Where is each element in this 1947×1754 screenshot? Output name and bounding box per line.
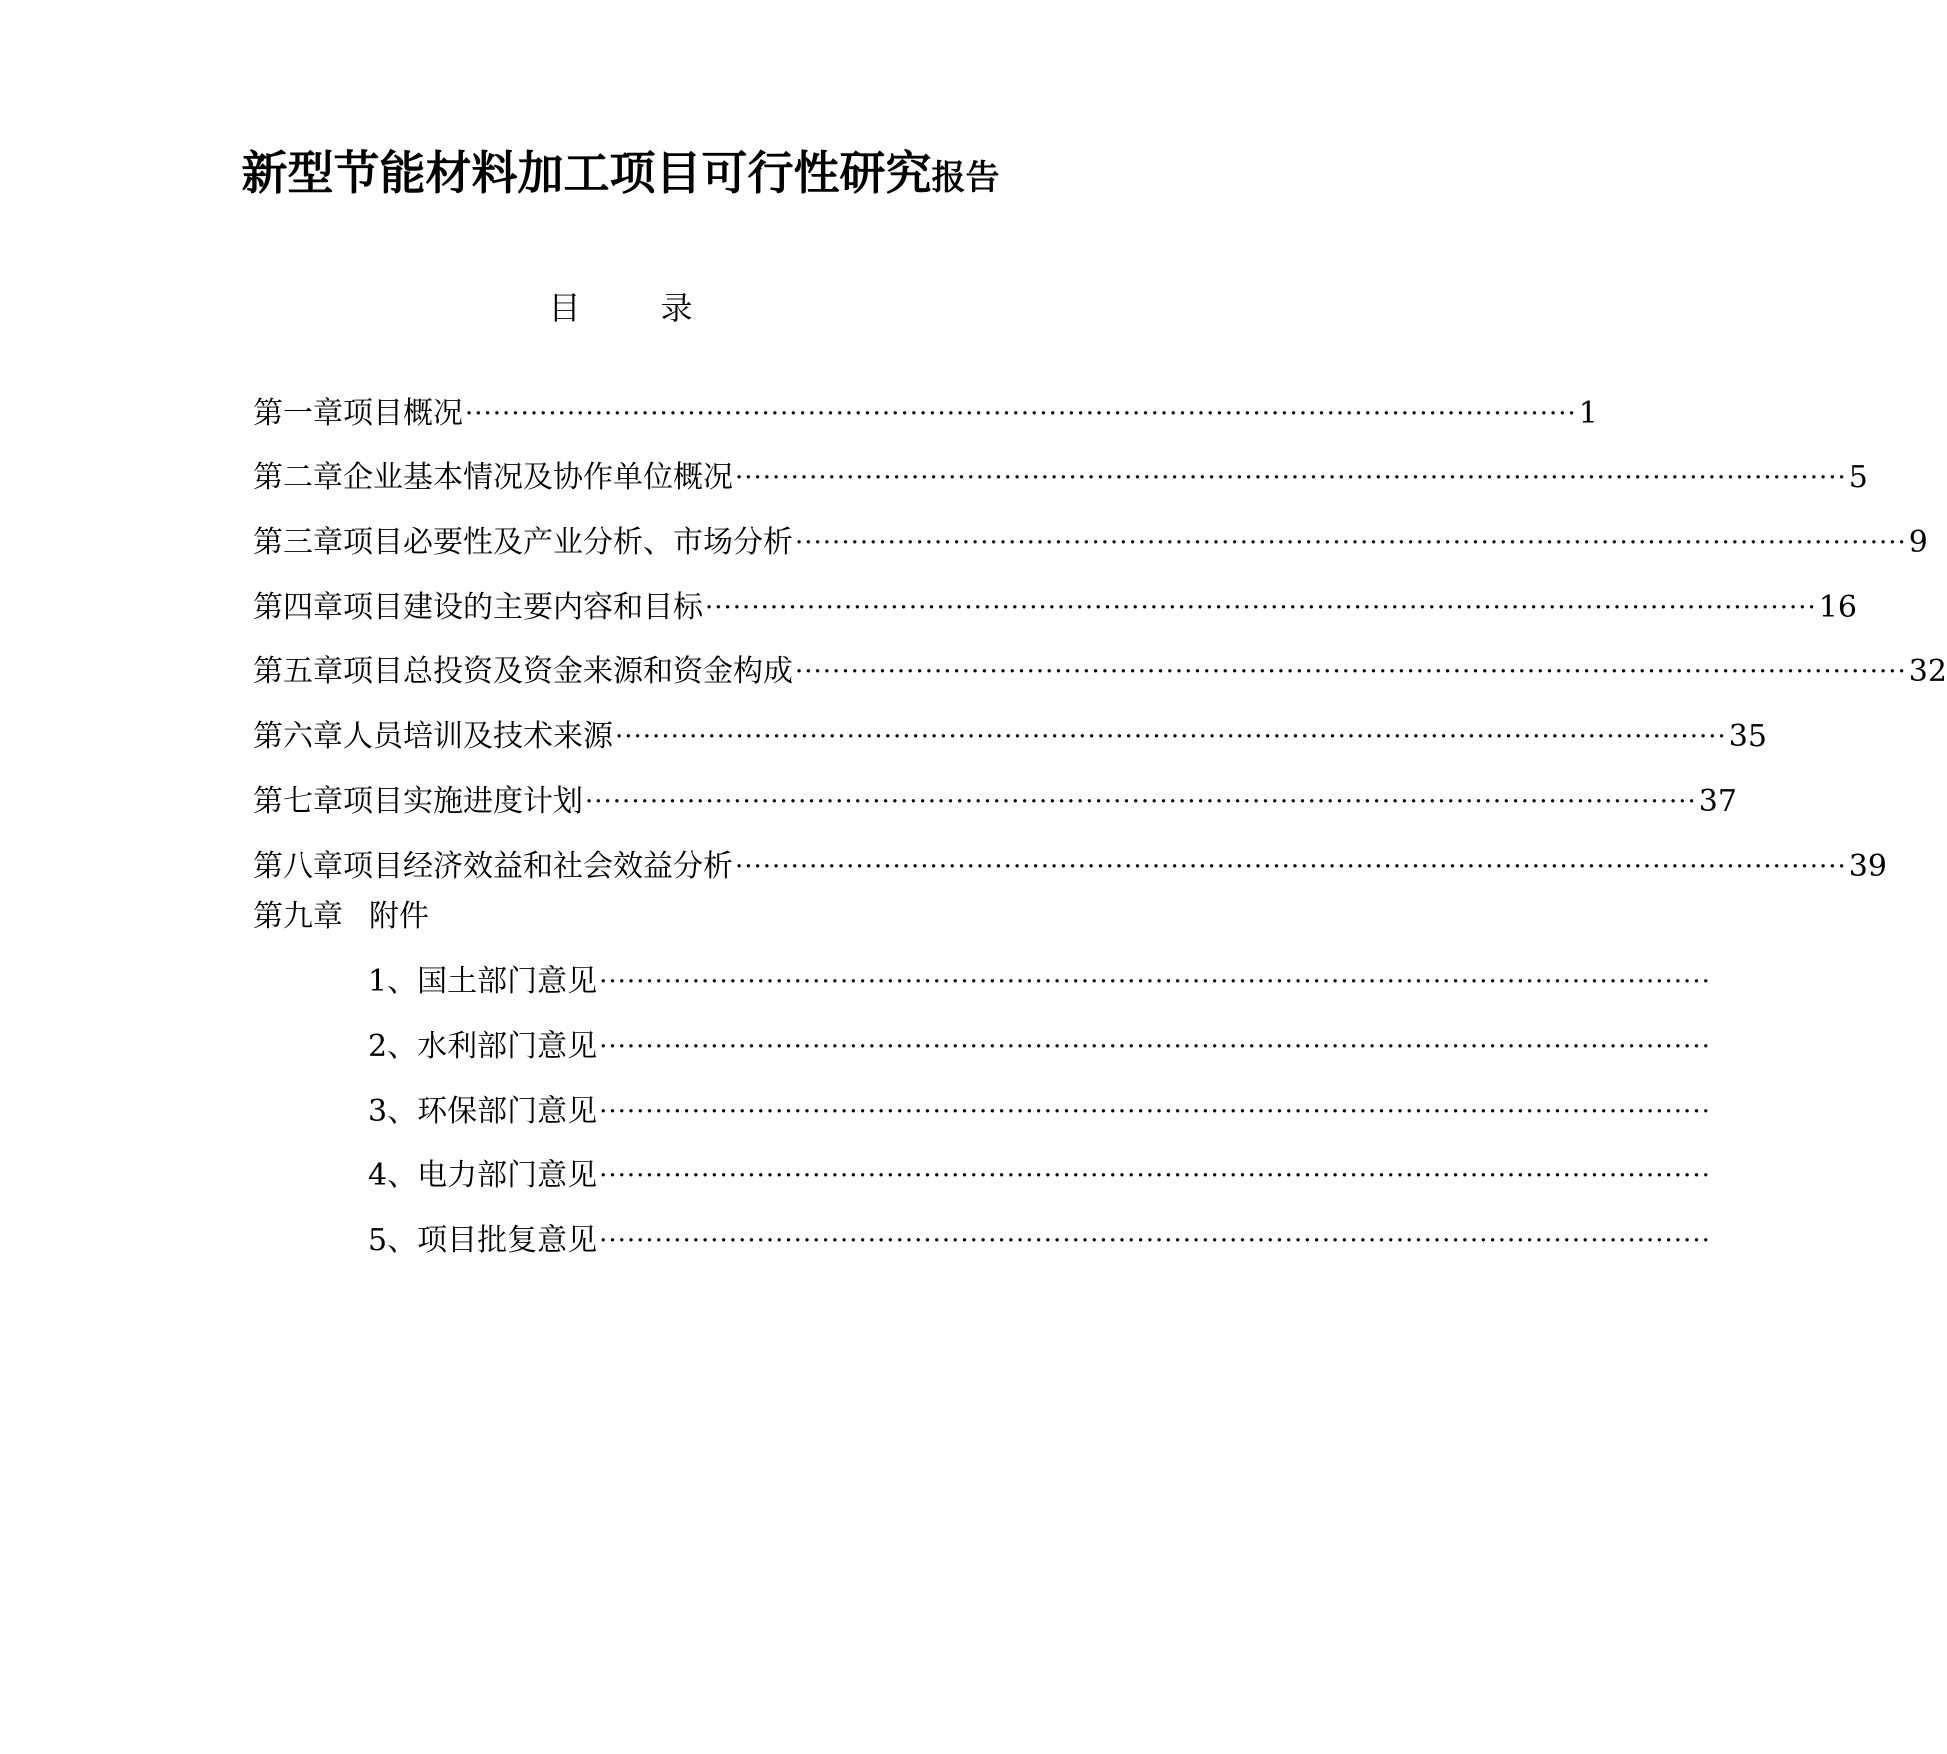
toc-leader-dots: ························································································································ — [599, 967, 1711, 997]
toc-entry-chapter-4[interactable] — [253, 589, 1857, 627]
toc-entry-chapter-3[interactable] — [253, 524, 1928, 562]
toc-page-number: 35 — [1728, 719, 1767, 754]
toc-leader-dots: ························································································································ — [599, 1161, 1711, 1191]
toc-entry-appendix-5[interactable] — [368, 1222, 1711, 1260]
toc-leader-dots: ························································································································ — [599, 1032, 1711, 1062]
toc-leader-dots: ························································································································ — [795, 657, 1907, 687]
toc-entry-chapter-6[interactable] — [253, 718, 1767, 756]
toc-entry-appendix-1[interactable] — [368, 963, 1711, 1001]
toc-entry-appendix-3[interactable] — [368, 1093, 1711, 1131]
toc-chapter-title: 企业基本情况及协作单位概况 — [343, 460, 733, 495]
toc-chapter-number: 第二章 — [253, 460, 343, 495]
toc-chapter-number: 第八章 — [253, 849, 343, 884]
toc-entry-chapter-2[interactable] — [253, 459, 1868, 497]
toc-chapter-title: 附件 — [369, 899, 429, 934]
toc-appendix-title: 1、国土部门意见 — [368, 964, 598, 999]
document-title — [0, 146, 1241, 200]
toc-page-number: 16 — [1818, 590, 1857, 625]
toc-chapter-number: 第七章 — [253, 784, 343, 819]
toc-chapter-number: 第三章 — [253, 525, 343, 560]
toc-chapter-number: 第一章 — [253, 396, 343, 431]
toc-heading-right: 录 — [660, 289, 693, 327]
toc-appendix-title: 4、电力部门意见 — [368, 1158, 598, 1193]
toc-chapter-title: 项目建设的主要内容和目标 — [343, 590, 703, 625]
toc-leader-dots: ························································································································ — [735, 852, 1847, 882]
document-title-tail: 报告 — [931, 158, 1000, 198]
toc-appendix-title: 3、环保部门意见 — [368, 1094, 598, 1129]
toc-heading — [0, 289, 1241, 327]
toc-appendix-title: 2、水利部门意见 — [368, 1029, 598, 1064]
toc-entry-appendix-4[interactable] — [368, 1157, 1711, 1195]
toc-entry-chapter-9[interactable] — [253, 898, 853, 936]
toc-entry-chapter-5[interactable] — [253, 653, 1947, 691]
toc-entry-chapter-8[interactable] — [253, 848, 1887, 886]
toc-chapter-title: 项目概况 — [343, 396, 463, 431]
toc-page-number: 37 — [1698, 784, 1737, 819]
toc-chapter-number: 第九章 — [253, 899, 343, 934]
toc-chapter-title: 项目经济效益和社会效益分析 — [343, 849, 733, 884]
toc-chapter-number: 第六章 — [253, 719, 343, 754]
toc-chapter-number: 第五章 — [253, 654, 343, 689]
toc-chapter-title: 人员培训及技术来源 — [343, 719, 613, 754]
toc-leader-dots: ························································································································ — [705, 593, 1817, 623]
toc-page-number: 39 — [1848, 849, 1887, 884]
toc-appendix-title: 5、项目批复意见 — [368, 1223, 598, 1258]
toc-page-number: 32 — [1908, 654, 1947, 689]
toc-entry-chapter-1[interactable] — [253, 395, 1598, 433]
toc-leader-dots: ························································································································ — [585, 787, 1697, 817]
toc-page-number: 9 — [1908, 525, 1928, 560]
toc-leader-dots: ························································································································ — [615, 722, 1727, 752]
toc-chapter-title: 项目必要性及产业分析、市场分析 — [343, 525, 793, 560]
toc-page-number: 1 — [1578, 396, 1598, 431]
toc-page-number: 5 — [1848, 460, 1868, 495]
toc-leader-dots: ························································································································ — [735, 463, 1847, 493]
document-title-main: 新型节能材料加工项目可行性研究 — [241, 146, 932, 200]
toc-leader-dots: ························································································································ — [465, 399, 1577, 429]
toc-chapter-number: 第四章 — [253, 590, 343, 625]
toc-entry-chapter-7[interactable] — [253, 783, 1737, 821]
toc-leader-dots: ························································································································ — [795, 528, 1907, 558]
toc-leader-dots: ························································································································ — [599, 1226, 1711, 1256]
toc-entry-appendix-2[interactable] — [368, 1028, 1711, 1066]
toc-chapter-title: 项目实施进度计划 — [343, 784, 583, 819]
toc-chapter-title: 项目总投资及资金来源和资金构成 — [343, 654, 793, 689]
toc-leader-dots: ························································································································ — [599, 1097, 1711, 1127]
toc-heading-left: 目 — [548, 289, 581, 327]
